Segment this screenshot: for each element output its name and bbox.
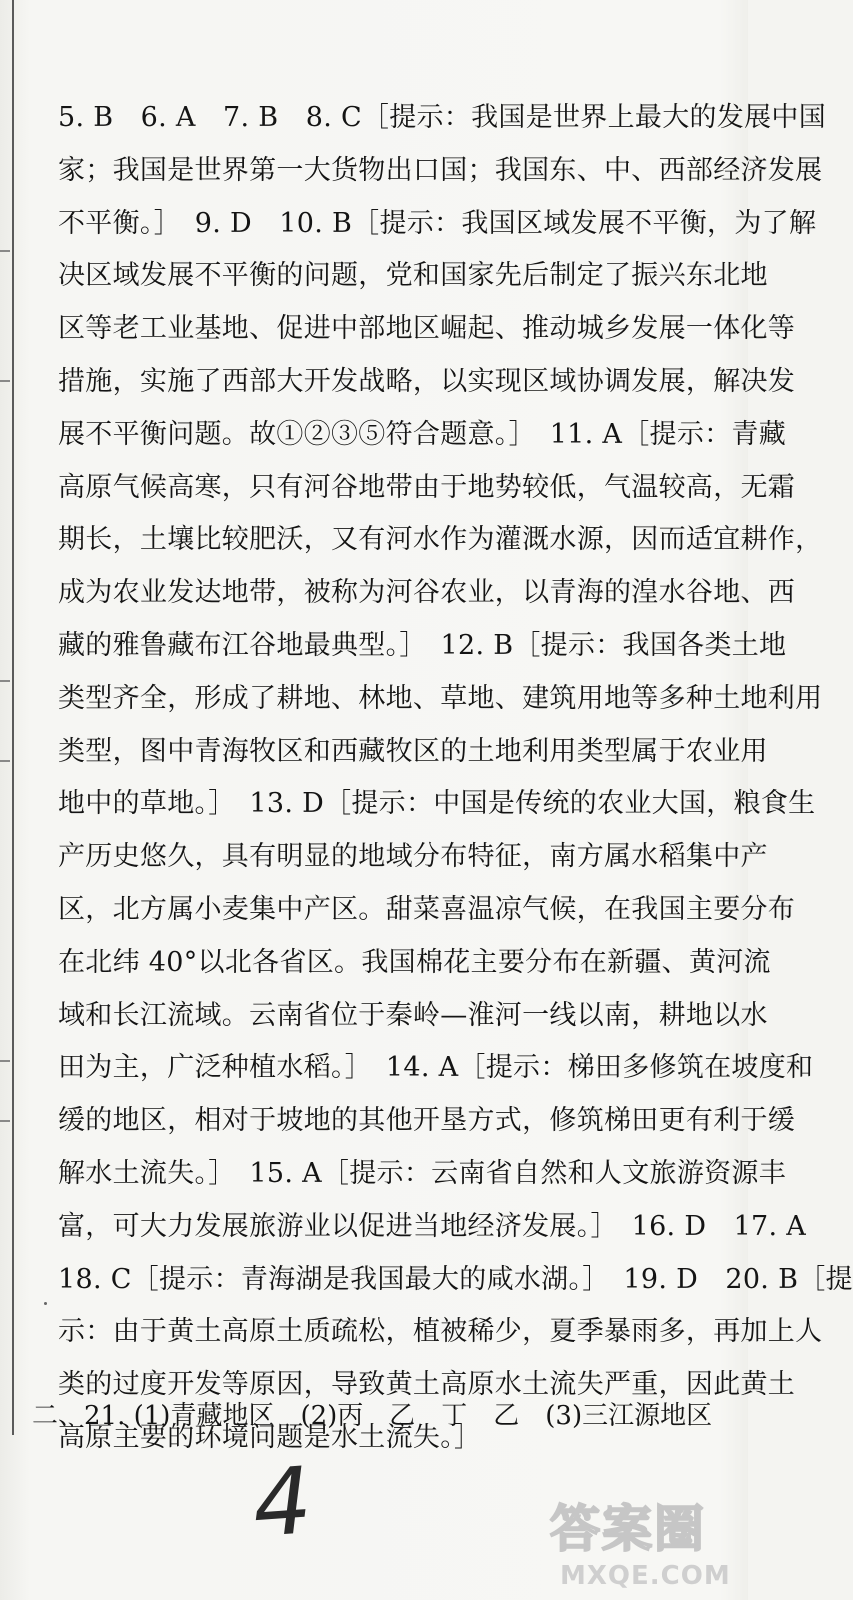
answer-line: 藏的雅鲁藏布江谷地最典型。］ 12. B［提示：我国各类土地 (58, 629, 787, 661)
binding-edge-line (12, 0, 14, 1435)
ink-speck (44, 1302, 47, 1305)
answer-line: 区等老工业基地、促进中部地区崛起、推动城乡发展一体化等 (58, 313, 796, 345)
watermark (540, 1498, 740, 1598)
binding-tick (0, 250, 10, 252)
binding-tick (0, 380, 10, 382)
answer-line: 18. C［提示：青海湖是我国最大的咸水湖。］ 19. D 20. B［提 (58, 1263, 853, 1295)
answer-line: 解水土流失。］ 15. A［提示：云南省自然和人文旅游资源丰 (58, 1157, 787, 1189)
binding-tick (0, 680, 10, 682)
answer-line: 类型，图中青海牧区和西藏牧区的土地利用类型属于农业用 (58, 735, 768, 767)
answer-key-text (58, 92, 853, 1465)
answer-line: 域和长江流域。云南省位于秦岭—淮河一线以南，耕地以水 (58, 999, 768, 1031)
binding-tick (0, 1120, 10, 1122)
answer-line: 地中的草地。］ 13. D［提示：中国是传统的农业大国，粮食生 (58, 788, 816, 820)
watermark-logo: 答案圈 (550, 1500, 706, 1558)
answer-line: 缓的地区，相对于坡地的其他开垦方式，修筑梯田更有利于缓 (58, 1105, 796, 1137)
watermark-url: MXQE.COM (560, 1561, 731, 1591)
answer-line: 类的过度开发等原因，导致黄土高原水土流失严重，因此黄土 (58, 1369, 796, 1401)
answer-line: 决区域发展不平衡的问题，党和国家先后制定了振兴东北地 (58, 260, 768, 292)
answer-line: 展不平衡问题。故①②③⑤符合题意。］ 11. A［提示：青藏 (58, 418, 787, 450)
answer-line: 产历史悠久，具有明显的地域分布特征，南方属水稻集中产 (58, 841, 768, 873)
answer-line: 示：由于黄土高原土质疏松，植被稀少，夏季暴雨多，再加上人 (58, 1316, 823, 1348)
answer-line: 富，可大力发展旅游业以促进当地经济发展。］ 16. D 17. A (58, 1210, 807, 1242)
answer-line: 期长，土壤比较肥沃，又有河水作为灌溉水源，因而适宜耕作， (58, 524, 823, 556)
answer-line: 高原气候高寒，只有河谷地带由于地势较低，气温较高，无霜 (58, 471, 796, 503)
answer-line: 在北纬 40°以北各省区。我国棉花主要分布在新疆、黄河流 (58, 946, 771, 978)
answer-line: 成为农业发达地带，被称为河谷农业，以青海的湟水谷地、西 (58, 577, 796, 609)
answer-line: 措施，实施了西部大开发战略，以实现区域协调发展，解决发 (58, 365, 796, 397)
answer-line: 田为主，广泛种植水稻。］ 14. A［提示：梯田多修筑在坡度和 (58, 1052, 814, 1084)
answer-line: 区，北方属小麦集中产区。甜菜喜温凉气候，在我国主要分布 (58, 893, 796, 925)
answer-line: 不平衡。］ 9. D 10. B［提示：我国区域发展不平衡，为了解 (58, 207, 817, 239)
answer-line: 高原主要的环境问题是水土流失。］ (58, 1421, 482, 1453)
handwritten-page-number: 4 (249, 1447, 316, 1558)
binding-tick (0, 1060, 10, 1062)
answer-line: 类型齐全，形成了耕地、林地、草地、建筑用地等多种土地利用 (58, 682, 823, 714)
binding-tick (0, 760, 10, 762)
answer-line: 5. B 6. A 7. B 8. C［提示：我国是世界上最大的发展中国 (58, 102, 827, 133)
answer-line: 家；我国是世界第一大货物出口国；我国东、中、西部经济发展 (58, 154, 823, 186)
section-two-answer: 二、21. (1)青藏地区 (2)丙 乙 丁 乙 (3)三江源地区 (32, 1401, 713, 1431)
